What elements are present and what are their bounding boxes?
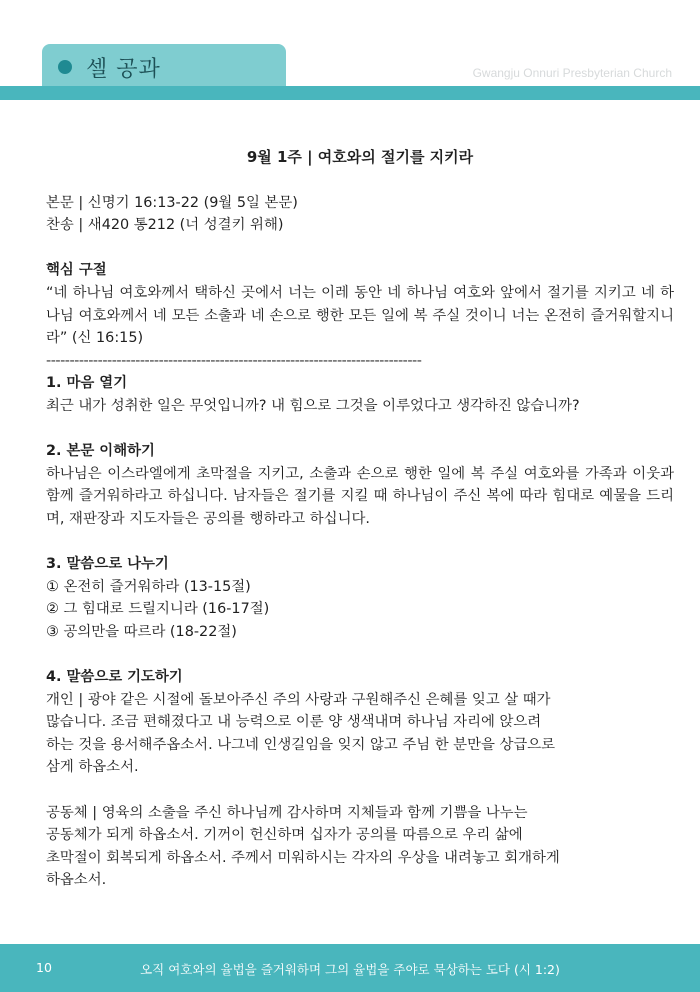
header-tab <box>42 44 286 90</box>
scripture-line: 본문 | 신명기 16:13-22 (9월 5일 본문) <box>46 194 298 211</box>
lesson-content <box>46 146 674 892</box>
prayer-personal-line: 하는 것을 용서해주옵소서. 나그네 인생길임을 잊지 않고 주님 한 분만을 상급으로 <box>46 736 556 753</box>
key-verse-heading: 핵심 구절 <box>46 262 107 279</box>
header-bar <box>0 86 700 100</box>
prayer-community-line: 공동체 | 영육의 소출을 주신 하나님께 감사하며 지체들과 함께 기쁨을 나누는 <box>46 804 528 821</box>
bullet-dot-icon <box>58 60 72 74</box>
hymn-line: 찬송 | 새420 통212 (너 성결키 위해) <box>46 217 284 234</box>
divider: -------------------------------------------------------------------------------- <box>46 352 422 369</box>
section-heading: 3. 말씀으로 나누기 <box>46 556 169 573</box>
prayer-community-line: 초막절이 회복되게 하옵소서. 주께서 미워하시는 각자의 우상을 내려놓고 회개하게 <box>46 849 560 866</box>
prayer-community-line: 하옵소서. <box>46 872 107 889</box>
page-number: 10 <box>36 960 52 975</box>
prayer-personal-line: 많습니다. 조금 편해졌다고 내 능력으로 이룬 양 생색내며 하나님 자리에 앉으려 <box>46 714 542 731</box>
section-text: 최근 내가 성취한 일은 무엇입니까? 내 힘으로 그것을 이루었다고 생각하진 않습니까? <box>46 397 580 414</box>
section-heading: 4. 말씀으로 기도하기 <box>46 669 183 686</box>
prayer-community-line: 공동체가 되게 하옵소서. 기꺼이 헌신하며 십자가 공의를 따름으로 우리 삶에 <box>46 827 523 844</box>
page-title: 셀 공과 <box>86 57 161 82</box>
key-verse-text: “네 하나님 여호와께서 택하신 곳에서 너는 이레 동안 네 하나님 여호와 앞에서 절기를 지키고 네 하나님 여호와께서 네 모든 소출과 네 손으로 행한 모든 일에 복 주실 것이니 너는 온전히 즐거워할지니라” (신 16:15) <box>46 284 674 347</box>
list-item: ② 그 힘대로 드릴지니라 (16-17절) <box>46 601 270 618</box>
section-heading: 2. 본문 이해하기 <box>46 443 155 460</box>
section-heading: 1. 마음 열기 <box>46 375 128 392</box>
list-item: ① 온전히 즐거워하라 (13-15절) <box>46 578 251 595</box>
church-name: Gwangju Onnuri Presbyterian Church <box>472 66 672 80</box>
prayer-personal-line: 개인 | 광야 같은 시절에 돌보아주신 주의 사랑과 구원해주신 은혜를 잊고 살 때가 <box>46 691 551 708</box>
prayer-personal-line: 삼게 하옵소서. <box>46 759 139 776</box>
week-title: 9월 1주 | 여호와의 절기를 지키라 <box>246 148 474 166</box>
section-text: 하나님은 이스라엘에게 초막절을 지키고, 소출과 손으로 행한 일에 복 주실 여호와를 가족과 이웃과 함께 즐거워하라고 하십니다. 남자들은 절기를 지킬 때 하나님이 주신 복에 따라 힘대로 예물을 드리며, 재판장과 지도자들은 공의를 행하라고 하십니다. <box>46 465 674 527</box>
footer <box>0 944 700 992</box>
footer-verse: 오직 여호와의 율법을 즐거워하며 그의 율법을 주야로 묵상하는 도다 (시 1:2) <box>140 962 560 977</box>
list-item: ③ 공의만을 따르라 (18-22절) <box>46 623 237 640</box>
